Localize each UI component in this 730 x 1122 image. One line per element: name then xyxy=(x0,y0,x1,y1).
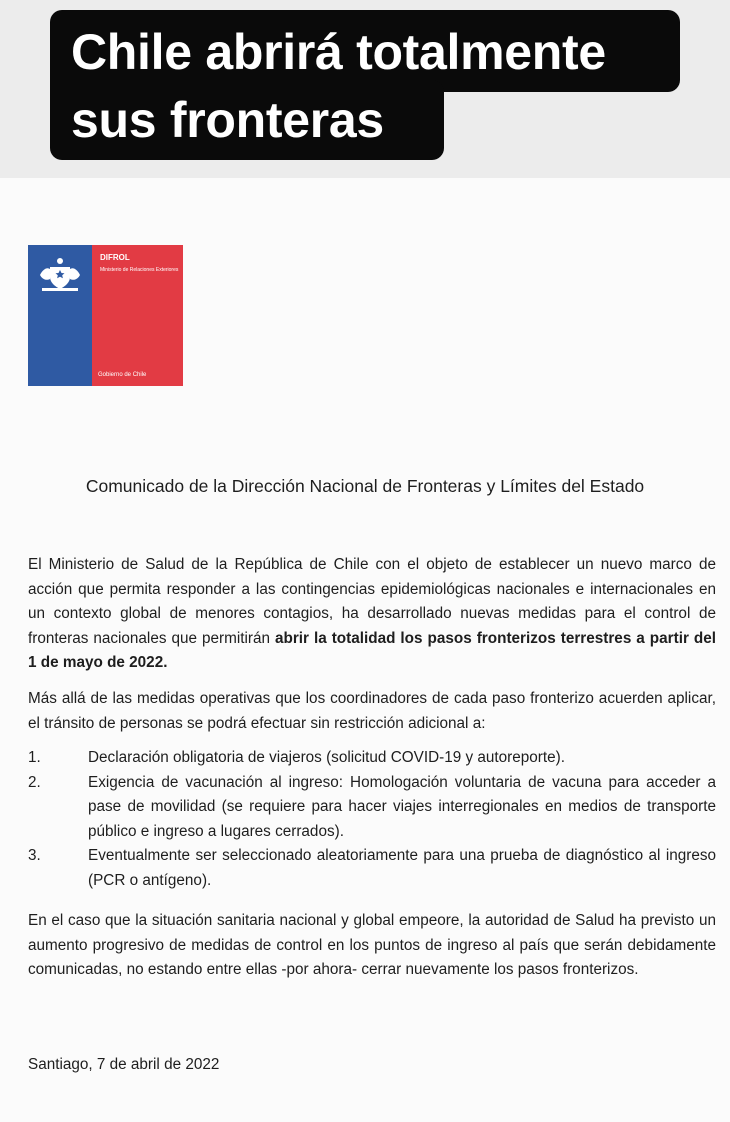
paragraph-1 xyxy=(28,553,716,676)
list-item-text: Declaración obligatoria de viajeros (solicitud COVID-19 y autoreporte). xyxy=(88,749,565,766)
list-item-text: Eventualmente ser seleccionado aleatoriamente para una prueba de diagnóstico al ingreso (PCR o antígeno). xyxy=(88,847,716,889)
logo-title: DIFROL xyxy=(100,253,130,262)
headline-line-2: sus fronteras xyxy=(71,92,384,148)
list-item xyxy=(28,844,716,893)
list-item-number: 3. xyxy=(28,847,41,864)
paragraph-1-bold: abrir la totalidad los pasos fronterizos terrestres a partir del 1 de mayo de 2022. xyxy=(28,629,716,671)
logo-footer: Gobierno de Chile xyxy=(98,372,147,378)
headline-line-1: Chile abrirá totalmente xyxy=(71,24,606,80)
list-item-number: 1. xyxy=(28,749,41,766)
logo-subtitle: Ministerio de Relaciones Exteriores xyxy=(100,267,179,273)
measures-list xyxy=(28,746,716,893)
paragraph-2: Más allá de las medidas operativas que los coordinadores de cada paso fronterizo acuerden aplicar, el tránsito de personas se podrá efectuar sin restricción adicional a: xyxy=(28,690,716,732)
list-item-number: 2. xyxy=(28,773,41,791)
document-title: Comunicado de la Dirección Nacional de Fronteras y Límites del Estado xyxy=(85,476,645,496)
list-item xyxy=(28,746,716,771)
coat-of-arms-icon xyxy=(36,255,84,295)
paragraph-1-text: El Ministerio de Salud de la República de Chile con el objeto de establecer un nuevo marco de acción que permita responder a las contingencias epidemiológicas nacionales e internacionales en un contexto global de menores contagios, ha desarrollado nuevas medidas para el control de fronteras nacionales que permitirán xyxy=(28,556,716,647)
paragraph-3: En el caso que la situación sanitaria nacional y global empeore, la autoridad de Salud ha previsto un aumento progresivo de medidas de control en los puntos de ingreso al país que serán debidamente comunicadas, no estando entre ellas -por ahora- cerrar nuevamente los pasos fronterizos. xyxy=(28,912,716,978)
list-item-text: Exigencia de vacunación al ingreso: Homologación voluntaria de vacuna para acceder a pase de movilidad (se requiere para hacer viajes interregionales en medios de transporte público e ingreso a lugares cerrados). xyxy=(88,773,716,840)
signoff-date: Santiago, 7 de abril de 2022 xyxy=(28,1056,220,1073)
difrol-logo xyxy=(28,245,183,386)
headline xyxy=(71,18,691,154)
list-item xyxy=(28,771,716,845)
